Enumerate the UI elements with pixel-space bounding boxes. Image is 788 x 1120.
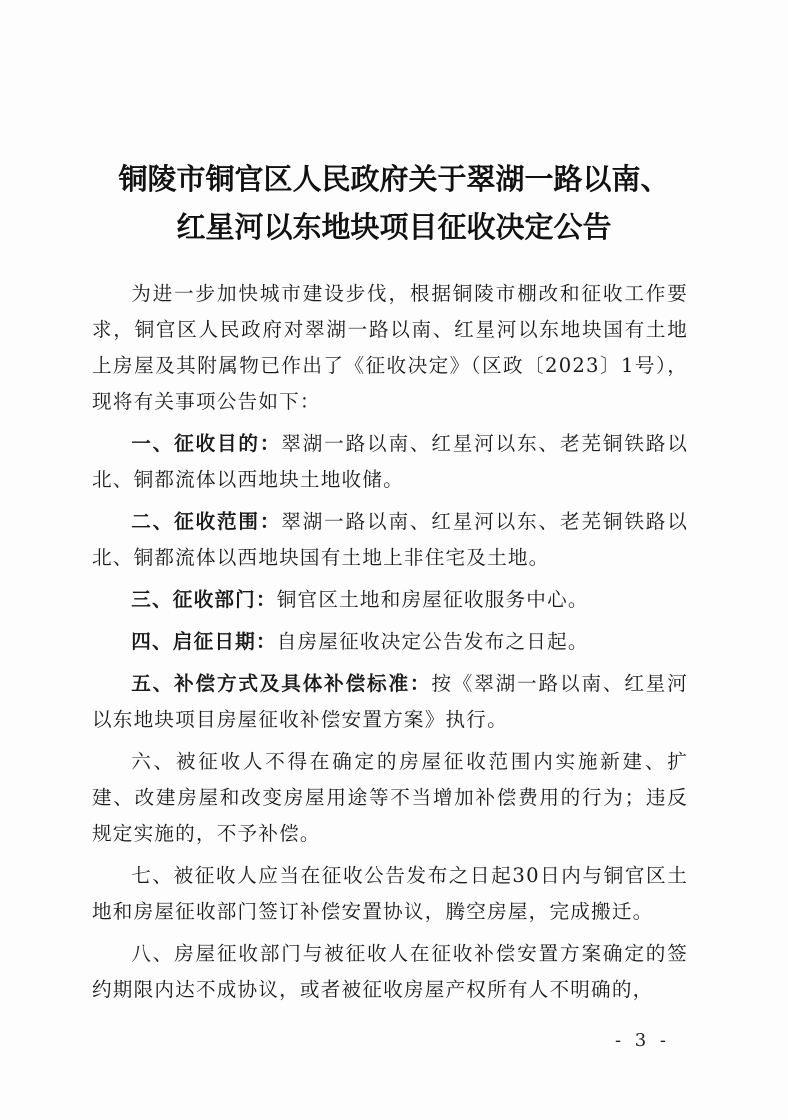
item-text: 八、房屋征收部门与被征收人在征收补偿安置方案确定的签约期限内达不成协议，或者被征收房屋产权所有人不明确的， — [92, 942, 688, 1001]
document-title — [60, 155, 728, 251]
item-label: 一、征收目的： — [131, 432, 282, 455]
title-line-2: 红星河以东地块项目征收决定公告 — [176, 210, 612, 244]
item-text: 铜官区土地和房屋征收服务中心。 — [276, 588, 589, 611]
title-line-1: 铜陵市铜官区人民政府关于翠湖一路以南、 — [118, 162, 670, 196]
item-paragraph-3 — [92, 582, 688, 618]
item-text: 翠湖一路以南、红星河以东、老芜铜铁路以北、铜都流体以西地块土地收储。 — [92, 432, 688, 491]
item-paragraph-8 — [92, 936, 688, 1008]
item-paragraph-7 — [92, 858, 688, 930]
item-text: 翠湖一路以南、红星河以东、老芜铜铁路以北、铜都流体以西地块国有土地上非住宅及土地。 — [92, 510, 688, 569]
item-text: 六、被征收人不得在确定的房屋征收范围内实施新建、扩建、改建房屋和改变房屋用途等不当增加补偿费用的行为；违反规定实施的，不予补偿。 — [92, 750, 688, 845]
item-text: 七、被征收人应当在征收公告发布之日起30日内与铜官区土地和房屋征收部门签订补偿安置协议，腾空房屋，完成搬迁。 — [92, 864, 688, 923]
document-body — [92, 276, 688, 1014]
item-label: 四、启征日期： — [131, 630, 277, 653]
item-paragraph-1 — [92, 426, 688, 498]
item-paragraph-5 — [92, 666, 688, 738]
intro-paragraph: 为进一步加快城市建设步伐，根据铜陵市棚改和征收工作要求，铜官区人民政府对翠湖一路以南、红星河以东地块国有土地上房屋及其附属物已作出了《征收决定》（区政〔2023〕1号），现将有关事项公告如下： — [92, 282, 688, 413]
page-number: - 3 - — [614, 1030, 670, 1051]
item-text: 自房屋征收决定公告发布之日起。 — [276, 630, 589, 653]
item-paragraph-4 — [92, 624, 688, 660]
item-label: 五、补偿方式及具体补偿标准： — [131, 672, 432, 695]
item-paragraph-6 — [92, 744, 688, 852]
item-paragraph-2 — [92, 504, 688, 576]
item-text: 按《翠湖一路以南、红星河以东地块项目房屋征收补偿安置方案》执行。 — [92, 672, 688, 731]
item-label: 二、征收范围： — [131, 510, 282, 533]
item-label: 三、征收部门： — [131, 588, 277, 611]
